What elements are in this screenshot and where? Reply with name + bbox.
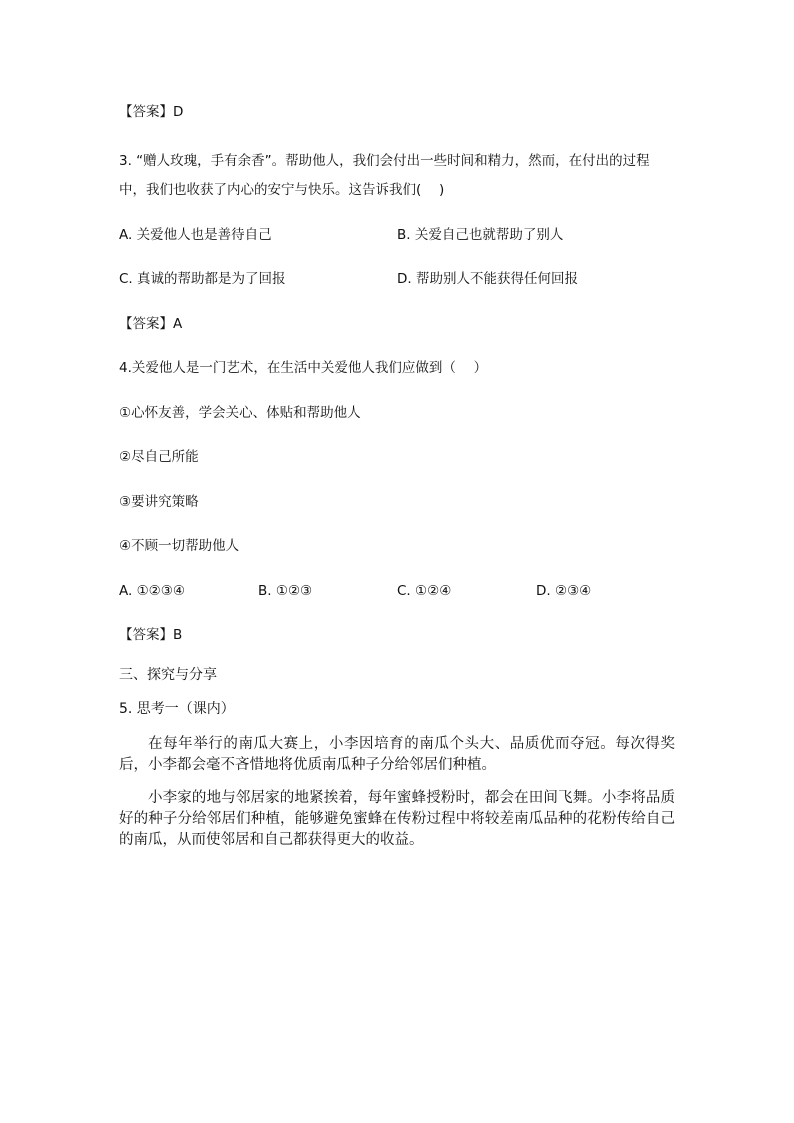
section-3-title: 三、探究与分享: [119, 667, 217, 683]
question-3-option-b: B. 关爱自己也就帮助了别人: [397, 227, 564, 243]
answer-q4: 【答案】B: [119, 627, 183, 643]
question-4-option-c: C. ①②④: [397, 583, 452, 599]
question-3-option-a: A. 关爱他人也是善待自己: [119, 227, 272, 243]
question-4-option-d: D. ②③④: [536, 583, 592, 599]
question-3-stem-line2: 中，我们也收获了内心的安宁与快乐。这告诉我们( ): [119, 182, 445, 198]
question-4-item-2: ②尽自己所能: [119, 449, 199, 465]
answer-q3: 【答案】A: [119, 316, 183, 332]
passage-paragraph-2: 小李家的地与邻居家的地紧挨着，每年蜜蜂授粉时，都会在田间飞舞。小李将品质好的种子分给邻居们种植，能够避免蜜蜂在传粉过程中将较差南瓜品种的花粉传给自己的南瓜，从而使邻居和自己都获得更大的收益。: [119, 790, 675, 848]
question-4-item-4: ④不顾一切帮助他人: [119, 538, 240, 554]
passage-paragraph-1: 在每年举行的南瓜大赛上，小李因培育的南瓜个头大、品质优而夺冠。每次得奖后，小李都会毫不吝惜地将优质南瓜种子分给邻居们种植。: [119, 736, 675, 773]
question-4-option-b: B. ①②③: [258, 583, 313, 599]
question-3-option-c: C. 真诚的帮助都是为了回报: [119, 271, 286, 287]
question-3-option-d: D. 帮助别人不能获得任何回报: [397, 271, 578, 287]
answer-q2: 【答案】D: [119, 104, 184, 120]
question-4-option-a: A. ①②③④: [119, 583, 185, 599]
question-4-stem: 4.关爱他人是一门艺术，在生活中关爱他人我们应做到（ ）: [119, 360, 488, 376]
question-3-stem-line1: 3. “赠人玫瑰，手有余香”。帮助他人，我们会付出一些时间和精力，然而，在付出的过程: [119, 153, 650, 169]
question-4-item-1: ①心怀友善，学会关心、体贴和帮助他人: [119, 405, 361, 421]
question-4-item-3: ③要讲究策略: [119, 494, 199, 510]
question-5-title: 5. 思考一（课内）: [119, 701, 235, 717]
